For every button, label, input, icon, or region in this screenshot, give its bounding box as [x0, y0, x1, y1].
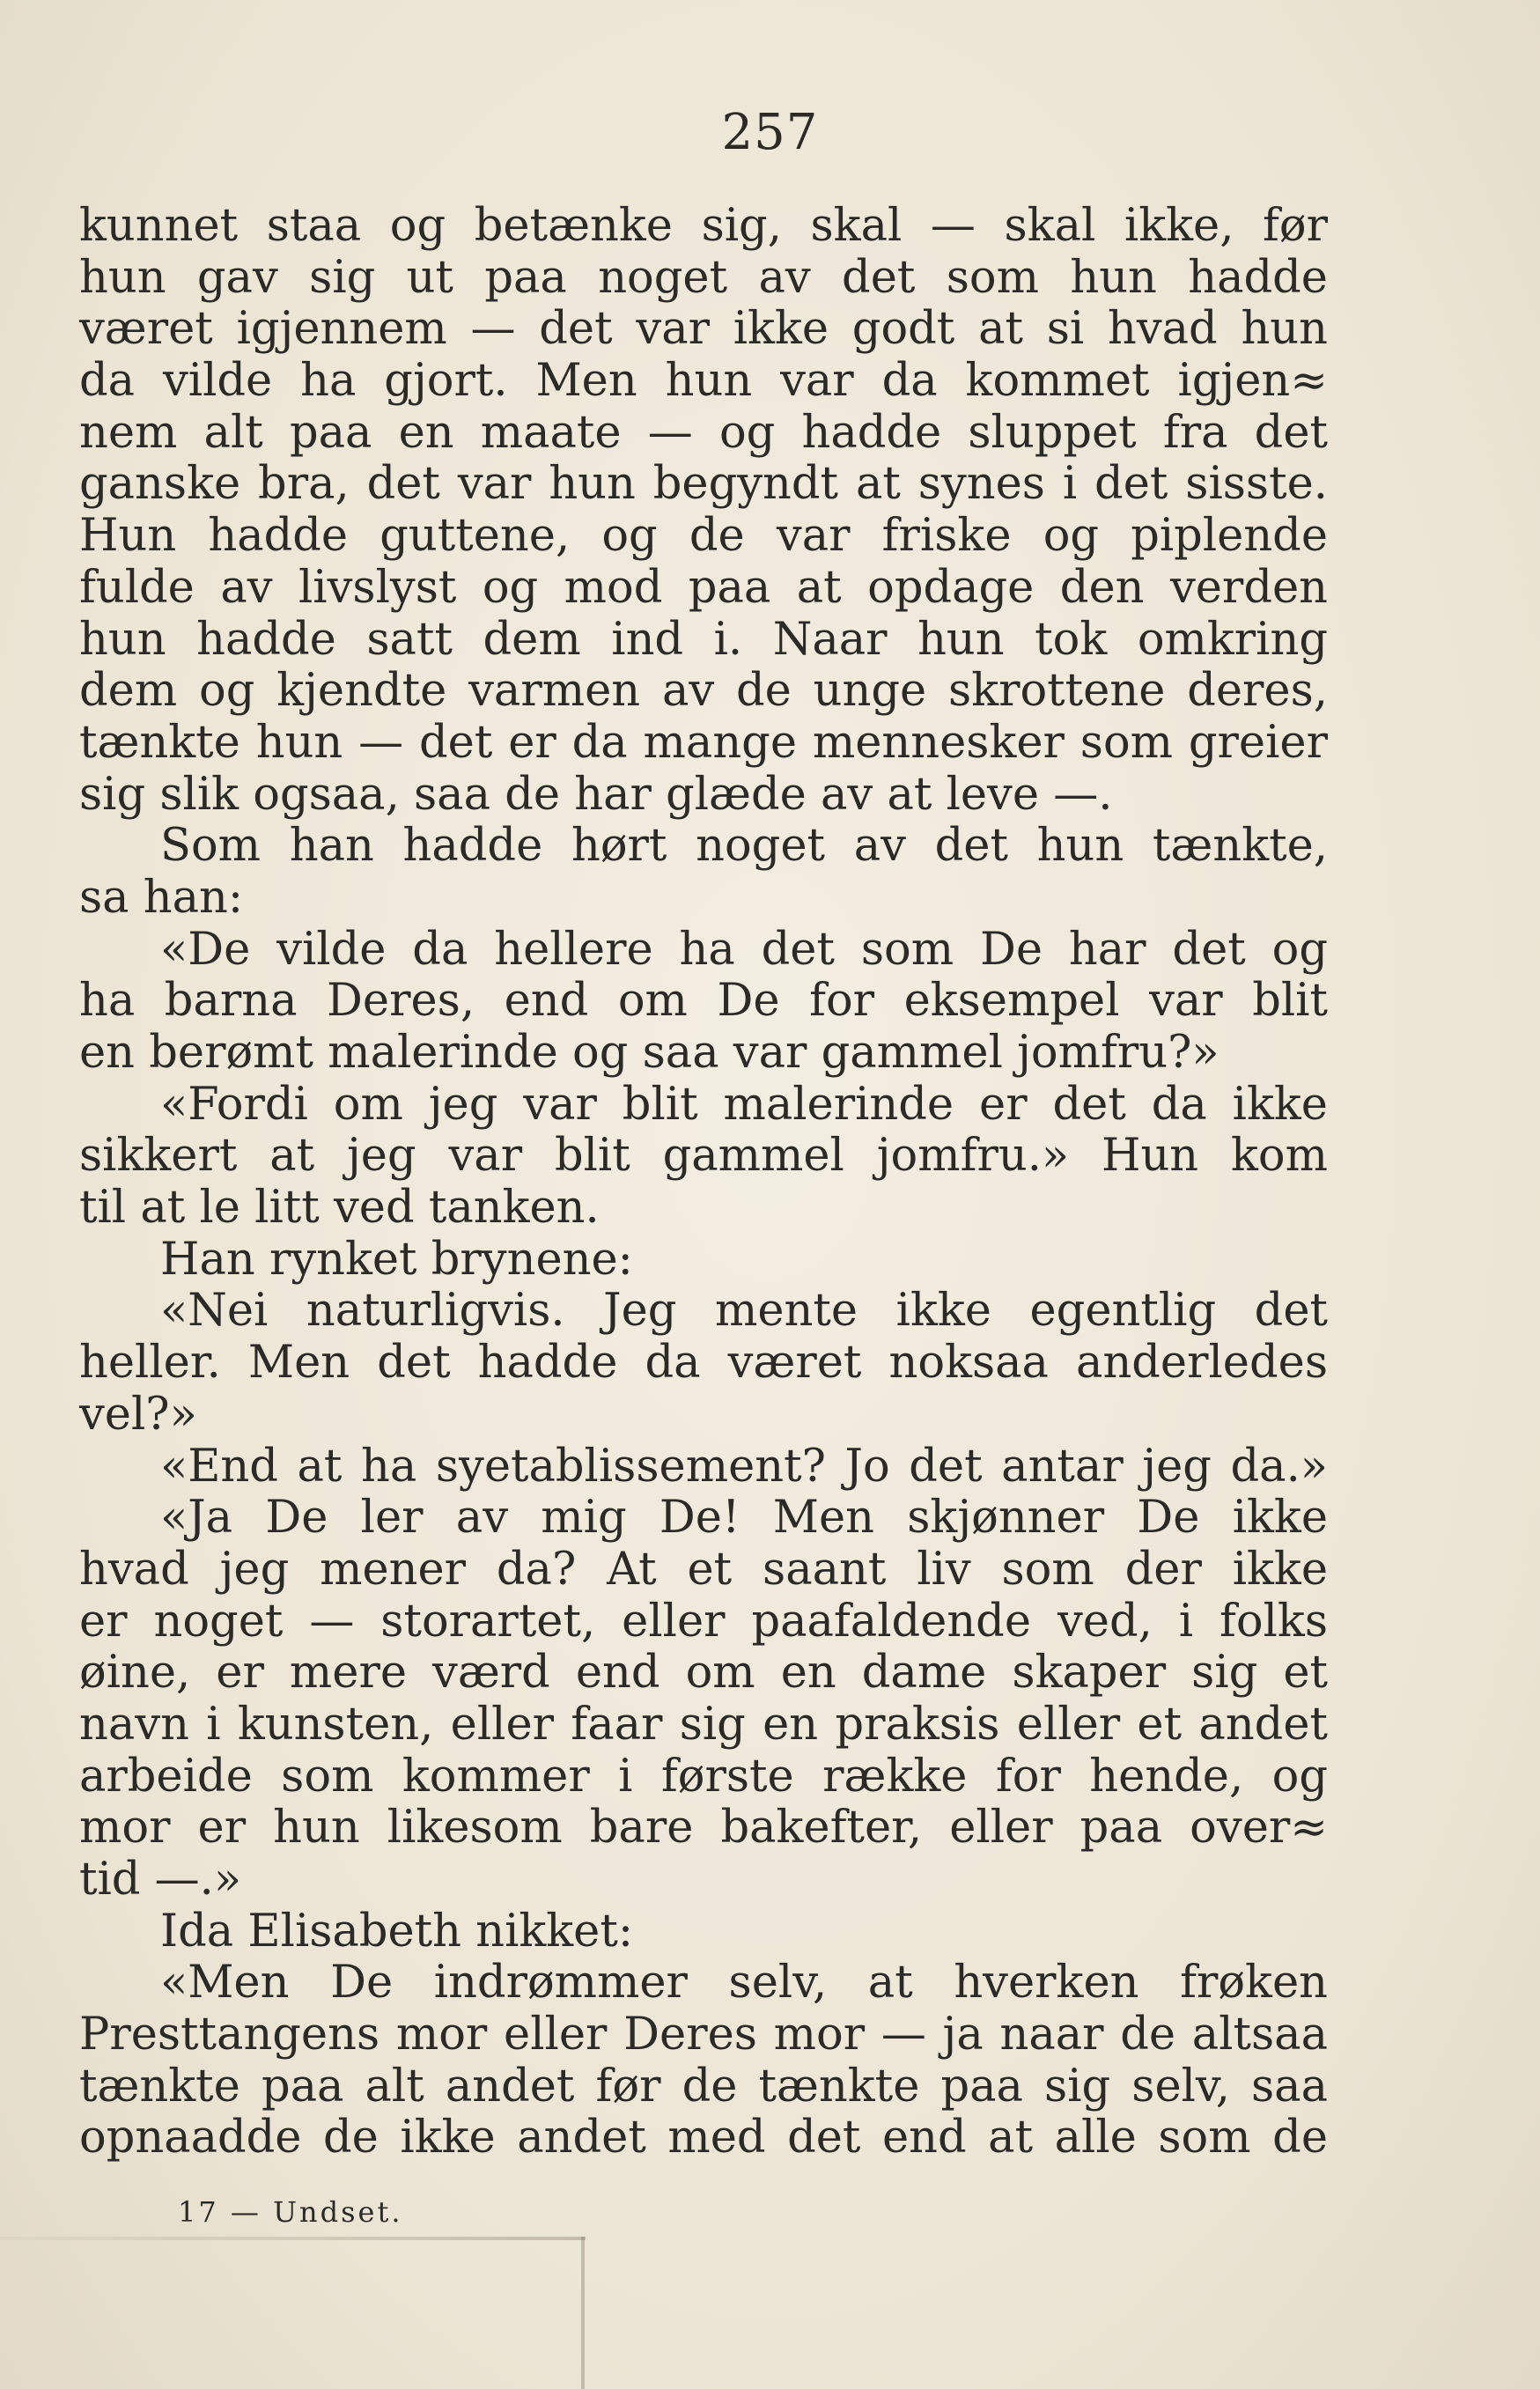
text-line: «Fordi om jeg var blit malerinde er det da ikke — [160, 1078, 1328, 1131]
text-line: «De vilde da hellere ha det som De har det og — [160, 923, 1328, 976]
text-line: hun gav sig ut paa noget av det som hun hadde — [79, 251, 1328, 304]
text-line: mor er hun likesom bare bakefter, eller paa over≈ — [79, 1802, 1328, 1854]
text-line: været igjennem — det var ikke godt at si hvad hun — [79, 303, 1328, 356]
text-line: dem og kjendte varmen av de unge skrottene deres, — [79, 665, 1328, 718]
page-edge-line-vertical — [581, 2237, 585, 2389]
text-line: øine, er mere værd end om en dame skaper sig et — [79, 1647, 1328, 1700]
text-line: nem alt paa en maate — og hadde sluppet fra det — [79, 406, 1328, 459]
printer-signature: 17 — Undset. — [178, 2195, 403, 2229]
text-line: til at le litt ved tanken. — [79, 1182, 600, 1235]
text-line: tid —.» — [79, 1854, 242, 1906]
text-line: en berømt malerinde og saa var gammel jomfru?» — [79, 1027, 1219, 1079]
text-line: Presttangens mor eller Deres mor — ja naar de altsaa — [79, 2009, 1328, 2061]
text-line: hvad jeg mener da? At et saant liv som der ikke — [79, 1543, 1328, 1596]
text-line: «Ja De ler av mig De! Men skjønner De ikke — [160, 1492, 1328, 1545]
text-line: arbeide som kommer i første række for hende, og — [79, 1750, 1328, 1803]
text-line: «Nei naturligvis. Jeg mente ikke egentlig det — [160, 1285, 1328, 1338]
text-line: da vilde ha gjort. Men hun var da kommet igjen≈ — [79, 355, 1328, 408]
text-line: ha barna Deres, end om De for eksempel var blit — [79, 975, 1328, 1028]
text-line: tænkte paa alt andet før de tænkte paa sig selv, saa — [79, 2060, 1328, 2112]
text-line: opnaadde de ikke andet med det end at alle som de — [79, 2112, 1328, 2164]
text-line: sa han: — [79, 871, 244, 924]
text-line: Han rynket brynene: — [160, 1233, 633, 1286]
text-line: Hun hadde guttene, og de var friske og piplende — [79, 510, 1328, 563]
text-line: heller. Men det hadde da været noksaa anderledes — [79, 1337, 1328, 1390]
text-line: navn i kunsten, eller faar sig en praksis eller et andet — [79, 1698, 1328, 1751]
text-line: vel?» — [79, 1388, 197, 1441]
text-line: kunnet staa og betænke sig, skal — skal ikke, før — [79, 200, 1328, 252]
text-line: sikkert at jeg var blit gammel jomfru.» Hun kom — [79, 1130, 1328, 1183]
text-line: tænkte hun — det er da mange mennesker som greier — [79, 716, 1328, 769]
page-edge-line — [0, 2237, 586, 2240]
text-line: Som han hadde hørt noget av det hun tænkte, — [160, 820, 1328, 873]
text-line: er noget — storartet, eller paafaldende ved, i folks — [79, 1595, 1328, 1648]
text-line: «Men De indrømmer selv, at hverken frøken — [160, 1957, 1328, 2009]
body-text — [79, 201, 1328, 2164]
text-line: hun hadde satt dem ind i. Naar hun tok omkring — [79, 613, 1328, 666]
text-line: sig slik ogsaa, saa de har glæde av at leve —. — [79, 768, 1113, 821]
text-line: fulde av livslyst og mod paa at opdage den verden — [79, 561, 1328, 614]
text-line: «End at ha syetablissement? Jo det antar jeg da.» — [160, 1440, 1328, 1493]
text-line: Ida Elisabeth nikket: — [160, 1905, 634, 1958]
page-number: 257 — [721, 104, 819, 161]
text-line: ganske bra, det var hun begyndt at synes i det sisste. — [79, 458, 1328, 511]
